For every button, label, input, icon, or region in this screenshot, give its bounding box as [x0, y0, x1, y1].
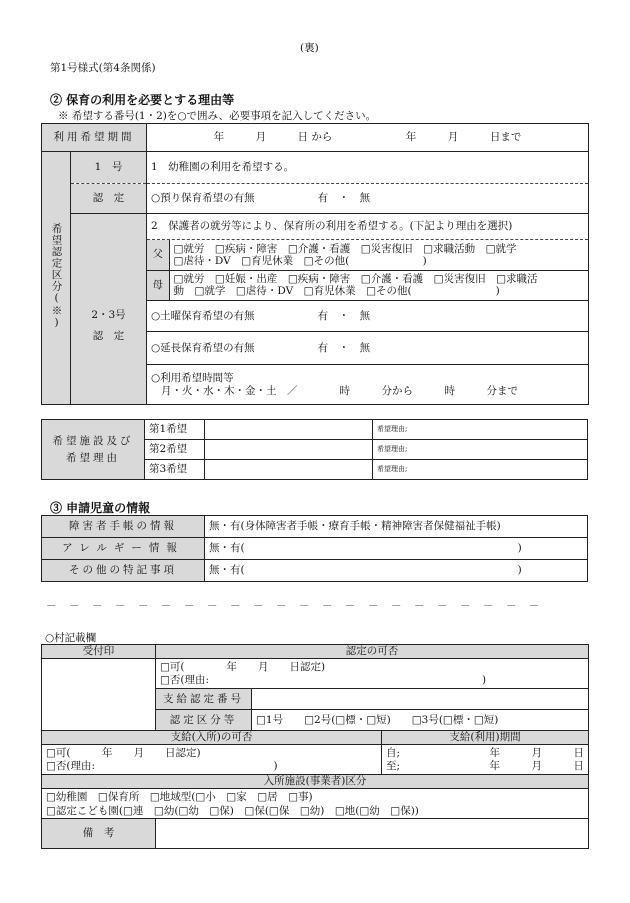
receipt-stamp-area[interactable]: [42, 659, 156, 731]
father-label: 父: [147, 240, 169, 270]
cert-class-label: 認定区分等: [156, 710, 252, 731]
facility-reason-1[interactable]: 希望理由;: [373, 420, 588, 440]
period-value[interactable]: 年 月 日 から 年 月 日まで: [147, 124, 589, 152]
mother-reasons[interactable]: □就労 □妊娠・出産 □疾病・障害 □介護・看護 □災害復旧 □求職活 動 □就学 □虐待・DV □育児休業 □その他( ): [173, 273, 538, 298]
facility-reason-3[interactable]: 希望理由;: [373, 460, 588, 480]
section2-note: ※ 希望する番号(1・2)を○で囲み、必要事項を記入してください。: [58, 110, 377, 122]
facility-reason-2[interactable]: 希望理由;: [373, 440, 588, 460]
period-from-label: 自;: [386, 746, 401, 759]
saturday-care[interactable]: ○土曜保育希望の有無 有 ・ 無: [147, 301, 589, 332]
benefit-no-value[interactable]: [252, 689, 589, 710]
allergy-label: アレルギー情報: [42, 538, 205, 560]
cat2-intro[interactable]: 2 保護者の就労等により、保育所の利用を希望する。(下記より理由を選択): [147, 214, 589, 240]
facility-rank-3: 第3希望: [145, 460, 205, 480]
parents-subtable: [147, 240, 588, 300]
cert-decision[interactable]: □可( 年 月 日認定) □否(理由: ): [156, 659, 589, 689]
facility-name-1[interactable]: [205, 420, 373, 440]
payment-header: 支給(入所)の可否: [42, 731, 382, 745]
period-to-value: 年 月 日: [489, 759, 584, 772]
period-from-value: 年 月 日: [489, 746, 584, 759]
father-reasons[interactable]: □就労 □疾病・障害 □介護・看護 □災害復旧 □求職活動 □就学 □虐待・DV □育児休業 □その他( ): [169, 240, 588, 270]
payment-decision[interactable]: □可( 年 月 日認定) □否(理由: ): [42, 745, 382, 775]
cert-header: 認定の可否: [156, 645, 589, 659]
reason-table: [41, 123, 589, 405]
village-table: [41, 644, 589, 849]
cat2-number: 2・3号: [91, 309, 126, 321]
facility-rank-2: 第2希望: [145, 440, 205, 460]
cert-class-value[interactable]: □1号 □2号(□標・□短) □3号(□標・□短): [252, 710, 589, 731]
disability-value[interactable]: 無・有(身体障害者手帳・療育手帳・精神障害者保健福祉手帳): [205, 516, 588, 538]
facility-name-2[interactable]: [205, 440, 373, 460]
parents-reasons: [147, 240, 589, 301]
section3-title: ③ 申請児童の情報: [50, 501, 151, 515]
payment-period[interactable]: [382, 745, 589, 775]
cat2-kind: 認 定: [92, 330, 125, 342]
facility-rank-1: 第1希望: [145, 420, 205, 440]
cat1-deposit[interactable]: ○預り保育希望の有無 有 ・ 無: [147, 184, 589, 214]
facility-name-3[interactable]: [205, 460, 373, 480]
cat1-number: 1 号: [71, 152, 147, 184]
receipt-stamp-label: 受付印: [42, 645, 156, 659]
village-section-title: ○村記載欄: [45, 632, 97, 644]
section2-title: ② 保育の利用を必要とする理由等: [50, 93, 235, 107]
facility-label: 希望施設及び希望理由: [42, 420, 145, 480]
hours-wanted[interactable]: ○利用希望時間等 月・火・水・木・金・土 ／ 時 分から 時 分まで: [147, 365, 589, 405]
facility-table: [41, 419, 588, 480]
cut-line: － － － － － － － － － － － － － － － － － － － － － －: [46, 600, 541, 612]
child-info-table: [41, 515, 588, 582]
form-number: 第1号様式(第4条関係): [50, 62, 156, 74]
cat2-label: [71, 214, 147, 405]
extended-care[interactable]: ○延長保育希望の有無 有 ・ 無: [147, 332, 589, 365]
benefit-no-label: 支給認定番号: [156, 689, 252, 710]
other-notes-label: その他の特記事項: [42, 560, 205, 582]
allergy-value[interactable]: 無・有( ): [205, 538, 588, 560]
cat1-line1[interactable]: 1 幼稚園の利用を希望する。: [147, 152, 589, 184]
mother-label: 母: [147, 270, 169, 300]
period-to-label: 至;: [386, 759, 401, 772]
period-header: 支給(利用)期間: [382, 731, 589, 745]
remarks-label: 備 考: [42, 819, 156, 849]
facility-type-options[interactable]: □幼稚園 □保育所 □地域型(□小 □家 □居 □事) □認定こども園(□連 □幼(□幼 □保) □保(□保 □幼) □地(□幼 □保)): [42, 789, 589, 819]
page-side-label: (裏): [300, 42, 319, 54]
category-side-label: 希望認定区分(※): [42, 152, 71, 405]
disability-label: 障害者手帳の情報: [42, 516, 205, 538]
facility-type-header: 入所施設(事業者)区分: [42, 775, 589, 789]
other-notes-value[interactable]: 無・有( ): [205, 560, 588, 582]
period-label: 利用希望期間: [42, 124, 147, 152]
cat1-kind: 認 定: [71, 184, 147, 214]
remarks-value[interactable]: [156, 819, 589, 849]
